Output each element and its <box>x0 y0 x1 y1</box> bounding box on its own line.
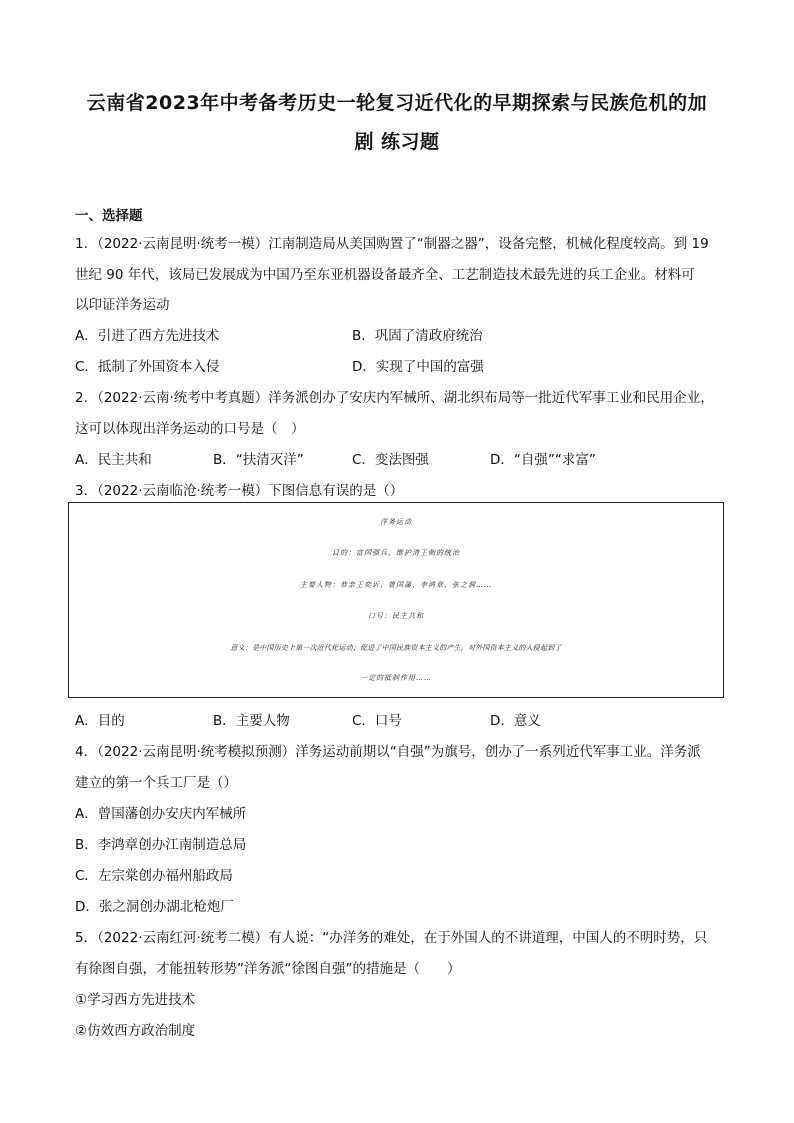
question-4-option-d: D．张之洞创办湖北枪炮厂 <box>75 899 234 915</box>
question-1-text-line-1: 1．（2022·云南昆明·统考一模）江南制造局从美国购置了“制器之器”，设备完整，机械化程度较高。到 19 <box>75 236 709 252</box>
document-title-line-2: 剧 练习题 <box>354 131 440 153</box>
question-1-text-line-2: 世纪 90 年代，该局已发展成为中国乃至东亚机器设备最齐全、工艺制造技术最先进的兵工企业。材料可 <box>75 267 695 283</box>
question-5-item-1: ①学习西方先进技术 <box>75 992 196 1008</box>
question-5-text-line-1: 5．（2022·云南红河·统考二模）有人说：“办洋务的难处，在于外国人的不讲道理，中国人的不明时势，只 <box>75 930 708 946</box>
info-box-slogan: 口号：民主共和 <box>368 612 424 620</box>
question-5-item-2: ②仿效西方政治制度 <box>75 1023 196 1039</box>
question-3-option-b: B．主要人物 <box>213 713 290 729</box>
question-3-option-a: A．目的 <box>75 713 125 729</box>
question-3-info-box <box>68 502 724 698</box>
question-4-option-b: B．李鸿章创办江南制造总局 <box>75 837 247 853</box>
question-3-option-c: C．口号 <box>352 713 402 729</box>
question-2-option-a: A．民主共和 <box>75 452 152 468</box>
question-4-option-a: A．曾国藩创办安庆内军械所 <box>75 806 247 822</box>
info-box-significance-line-1: 意义：是中国历史上第一次近代化运动；促进了中国民族资本主义的产生，对外国资本主义的入侵起到了 <box>230 644 562 652</box>
question-3-text-line-1: 3．（2022·云南临沧·统考一模）下图信息有误的是（） <box>75 483 404 499</box>
question-2-text-line-2: 这可以体现出洋务运动的口号是（ ） <box>75 421 305 437</box>
question-1-text-line-3: 以印证洋务运动 <box>75 297 170 313</box>
question-1-option-d: D．实现了中国的富强 <box>352 359 484 375</box>
question-2-option-b: B．“扶清灭洋” <box>213 452 304 468</box>
document-title-line-1: 云南省2023年中考备考历史一轮复习近代化的早期探索与民族危机的加 <box>86 92 708 114</box>
question-1-option-c: C．抵制了外国资本入侵 <box>75 359 220 375</box>
question-1-option-a: A．引进了西方先进技术 <box>75 328 220 344</box>
question-2-option-c: C．变法图强 <box>352 452 429 468</box>
question-5-text-line-2: 有徐图自强，才能扭转形势”洋务派“徐图自强”的措施是（ ） <box>75 961 461 977</box>
question-3-option-d: D．意义 <box>490 713 541 729</box>
info-box-purpose: 目的：富国强兵，维护清王朝的统治 <box>332 549 460 557</box>
question-4-text-line-1: 4．（2022·云南昆明·统考模拟预测）洋务运动前期以“自强”为旗号，创办了一系列近代军事工业。洋务派 <box>75 744 701 760</box>
info-box-people: 主要人物：恭亲王奕䜣、曾国藩、李鸿章、张之洞…… <box>300 581 492 589</box>
question-4-text-line-2: 建立的第一个兵工厂是（） <box>75 775 237 791</box>
question-2-text-line-1: 2．（2022·云南·统考中考真题）洋务派创办了安庆内军械所、湖北织布局等一批近代军事工业和民用企业， <box>75 390 714 406</box>
info-box-significance-line-2: 一定的抵制作用…… <box>360 674 432 682</box>
section-heading: 一、选择题 <box>75 208 143 224</box>
info-box-heading: 洋务运动 <box>380 518 412 526</box>
question-1-option-b: B．巩固了清政府统治 <box>352 328 483 344</box>
question-4-option-c: C．左宗棠创办福州船政局 <box>75 868 233 884</box>
question-2-option-d: D．“自强”“求富” <box>490 452 596 468</box>
